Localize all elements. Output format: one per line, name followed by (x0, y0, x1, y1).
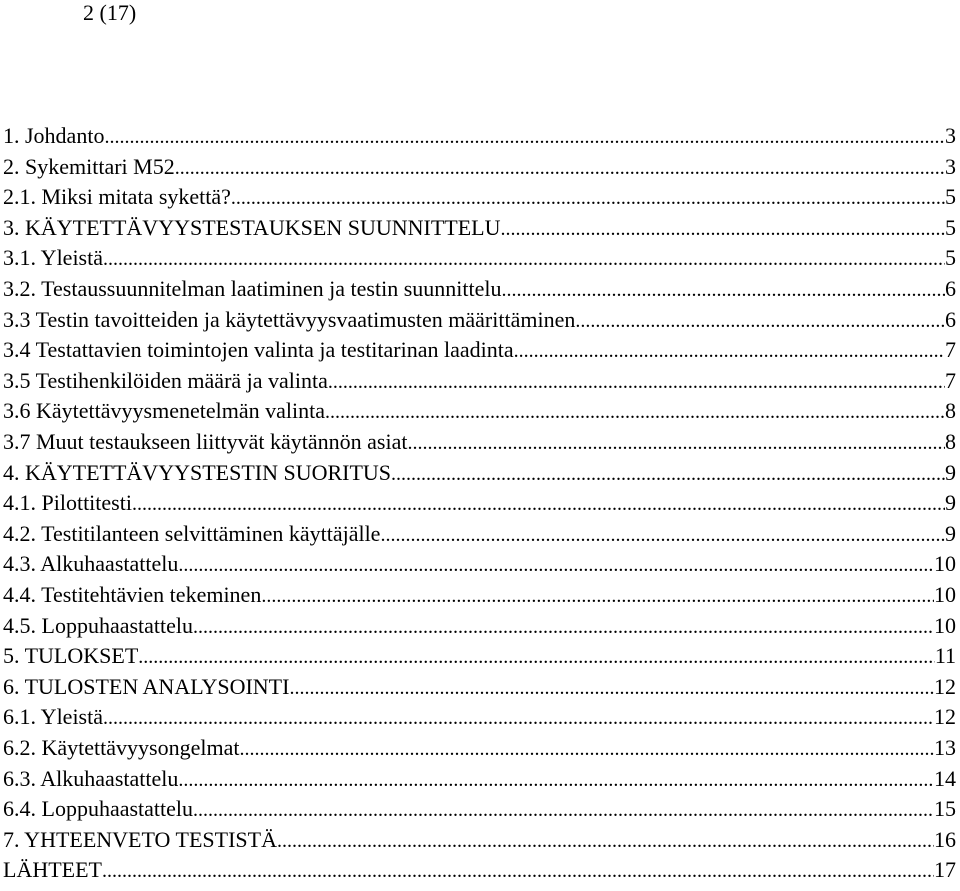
toc-entry-title: LÄHTEET (3, 857, 102, 883)
toc-entry-title: 6.1. Yleistä (3, 704, 103, 730)
toc-entry-page: 14 (934, 765, 956, 791)
dot-leader (380, 520, 945, 551)
toc-entry[interactable] (3, 487, 956, 518)
toc-entry-page: 6 (945, 306, 956, 332)
page-number: 2 (17) (83, 0, 137, 25)
toc-entry-title: 3.7 Muut testaukseen liittyvät käytännön asiat (3, 429, 408, 454)
toc-entry[interactable] (3, 395, 956, 426)
toc-entry-page: 10 (934, 612, 956, 638)
toc-entry-page: 3 (945, 153, 956, 179)
toc-entry[interactable] (3, 242, 956, 273)
dot-leader (239, 734, 934, 765)
toc-entry[interactable] (3, 120, 956, 151)
toc-entry[interactable] (3, 365, 956, 396)
toc-entry-title: 4. KÄYTETTÄVYYSTESTIN SUORITUS (3, 459, 392, 485)
dot-leader (575, 306, 945, 337)
toc-entry[interactable] (3, 793, 956, 824)
toc-entry[interactable] (3, 273, 956, 304)
toc-entry-title: 6. TULOSTEN ANALYSOINTI (3, 673, 290, 699)
toc-entry-page: 5 (945, 184, 956, 210)
dot-leader (193, 795, 934, 826)
toc-entry[interactable] (3, 610, 956, 641)
toc-entry-title: 5. TULOKSET (3, 643, 139, 669)
toc-entry-page: 7 (945, 367, 956, 393)
toc-entry-title: 6.4. Loppuhaastattelu (3, 796, 194, 822)
toc-entry[interactable] (3, 701, 956, 732)
toc-entry-page: 13 (934, 735, 956, 760)
toc-entry-page: 7 (945, 337, 956, 363)
toc-entry[interactable] (3, 181, 956, 212)
dot-leader (178, 550, 934, 581)
toc-entry-title: 3.1. Yleistä (3, 245, 103, 271)
dot-leader (103, 703, 934, 734)
dot-leader (132, 489, 945, 520)
toc-entry[interactable] (3, 548, 956, 579)
dot-leader (500, 214, 945, 245)
dot-leader (138, 642, 935, 673)
toc-entry-title: 4.5. Loppuhaastattelu (3, 612, 194, 638)
toc-entry-page: 9 (945, 459, 956, 485)
dot-leader (178, 765, 934, 796)
toc-entry[interactable] (3, 671, 956, 702)
toc-entry-title: 1. Johdanto (3, 123, 105, 148)
toc-entry[interactable] (3, 518, 956, 549)
toc-entry-title: 3. KÄYTETTÄVYYSTESTAUKSEN SUUNNITTELU (3, 214, 501, 240)
toc-entry-page: 15 (934, 796, 956, 822)
toc-entry-title: 7. YHTEENVETO TESTISTÄ (3, 826, 277, 852)
toc-entry-title: 3.5 Testihenkilöiden määrä ja valinta (3, 367, 328, 393)
dot-leader (104, 122, 945, 153)
toc-entry-title: 6.3. Alkuhaastattelu (3, 765, 179, 791)
dot-leader (407, 428, 945, 459)
toc-entry-page: 8 (945, 398, 956, 424)
toc-entry-title: 4.3. Alkuhaastattelu (3, 551, 179, 577)
dot-leader (289, 673, 934, 704)
toc-entry-title: 2. Sykemittari M52 (3, 153, 175, 179)
dot-leader (231, 183, 945, 214)
toc-entry-page: 10 (934, 582, 956, 607)
toc-entry-title: 4.1. Pilottitesti (3, 490, 132, 516)
dot-leader (514, 336, 945, 367)
toc-entry-page: 3 (945, 123, 956, 148)
toc-entry[interactable] (3, 457, 956, 488)
toc-entry[interactable] (3, 304, 956, 335)
toc-entry-title: 4.2. Testitilanteen selvittäminen käyttäjälle (3, 520, 381, 546)
dot-leader (325, 397, 945, 428)
toc-entry-page: 5 (945, 214, 956, 240)
toc-entry-title: 3.6 Käytettävyysmenetelmän valinta (3, 398, 325, 424)
dot-leader (328, 367, 945, 398)
dot-leader (175, 153, 945, 184)
toc-entry-title: 3.4 Testattavien toimintojen valinta ja testitarinan laadinta (3, 337, 514, 363)
toc-entry[interactable] (3, 579, 956, 610)
toc-entry-page: 16 (934, 826, 956, 852)
toc-entry-title: 3.2. Testaussuunnitelman laatiminen ja testin suunnittelu (3, 276, 502, 301)
toc-entry[interactable] (3, 151, 956, 182)
toc-entry-page: 5 (945, 245, 956, 271)
toc-entry-title: 4.4. Testitehtävien tekeminen (3, 582, 262, 607)
dot-leader (193, 612, 934, 643)
dot-leader (102, 856, 934, 887)
toc-entry-page: 9 (945, 520, 956, 546)
toc-entry[interactable] (3, 334, 956, 365)
dot-leader (261, 581, 934, 612)
toc-entry-page: 17 (934, 857, 956, 883)
toc-entry-page: 12 (934, 673, 956, 699)
toc-entry[interactable] (3, 212, 956, 243)
dot-leader (501, 275, 945, 306)
dot-leader (391, 459, 945, 490)
toc-entry-page: 11 (934, 643, 956, 669)
dot-leader (277, 826, 934, 857)
toc-entry-title: 3.3 Testin tavoitteiden ja käytettävyysvaatimusten määrittäminen (3, 306, 576, 332)
toc-entry[interactable] (3, 763, 956, 794)
toc-entry-page: 6 (945, 276, 956, 301)
toc-entry-page: 9 (945, 490, 956, 516)
toc-entry-title: 6.2. Käytettävyysongelmat (3, 735, 240, 760)
toc-entry[interactable] (3, 732, 956, 763)
toc-entry-page: 10 (934, 551, 956, 577)
toc-entry[interactable] (3, 854, 956, 885)
toc-entry-page: 12 (934, 704, 956, 730)
toc-entry[interactable] (3, 426, 956, 457)
dot-leader (103, 244, 945, 275)
toc-entry-title: 2.1. Miksi mitata sykettä? (3, 184, 231, 210)
toc-entry[interactable] (3, 824, 956, 855)
toc-entry[interactable] (3, 640, 956, 671)
toc-entry-page: 8 (945, 429, 956, 454)
